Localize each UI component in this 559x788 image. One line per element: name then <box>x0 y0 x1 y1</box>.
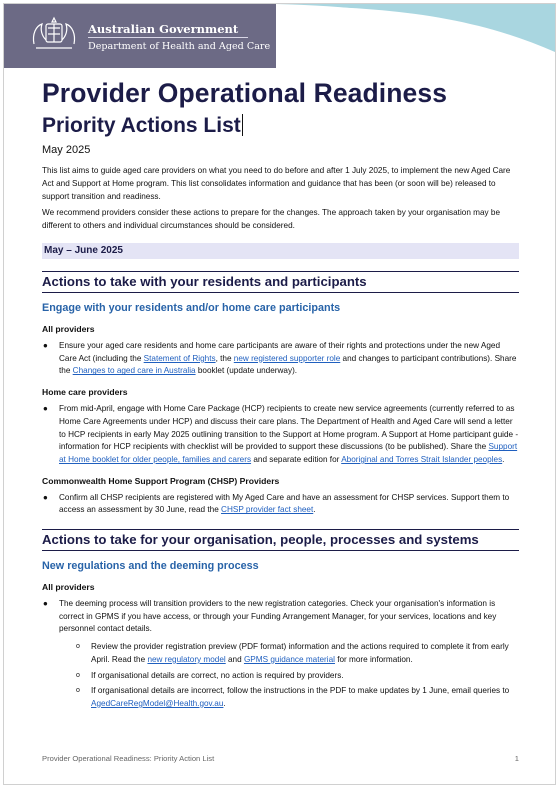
circle-bullet-icon: o <box>76 671 80 679</box>
list-home-care <box>42 403 519 467</box>
document-page <box>3 3 556 785</box>
subheading-regulations: New regulations and the deeming process <box>42 560 259 573</box>
list-item: ● The deeming process will transition providers to the new registration categories. Check your organisation's information is correct in GPMS if you have access, or through your Funding Arrangement Manager, for your services, locations and key personnel contact details. <box>43 599 497 634</box>
list-item: o If organisational details are incorrect, follow the instructions in the PDF to make updates by 1 June, email queries to AgedCareRegModel@Health.gov.au. <box>76 686 510 708</box>
list-deeming <box>42 598 519 636</box>
page-number: 1 <box>514 754 519 763</box>
section-heading-organisation: Actions to take for your organisation, people, processes and systems <box>42 529 519 551</box>
list-chsp <box>42 492 519 517</box>
list-item: ● From mid-April, engage with Home Care Package (HCP) recipients to create new service agreements (currently referred to as Home Care Agreements under HCP) and discuss their care plans. The Department of Health and Aged Care will send a letter to HCP recipients in early May 2025 outlining transition to the Support at Home program. A Support at Home participant guide - information for HCP recipients with checklist will be provided to support these discussions (to be published). Share the Support at Home booklet for older people, families and carers and separate edition for Aboriginal and Torres Strait Islander peoples. <box>43 404 519 464</box>
coat-of-arms-icon <box>28 14 80 54</box>
list-item: ● Confirm all CHSP recipients are registered with My Aged Care and have an assessment for CHSP services. Support them to access an assessment by 30 June, read the CHSP provider fact sheet. <box>43 492 510 515</box>
circle-bullet-icon: o <box>76 643 80 651</box>
bullet-icon: ● <box>43 340 48 350</box>
footer-title: Provider Operational Readiness: Priority Action List <box>42 754 215 763</box>
intro-paragraph-2: We recommend providers consider these actions to prepare for the changes. The approach taken by your organisation may be different to others and individual circumstances should be considered. <box>42 208 500 231</box>
link-support-at-home-booklet[interactable]: Support at Home booklet for older people, families and carers <box>59 442 518 464</box>
department-name: Department of Health and Aged Care <box>88 41 271 52</box>
text-cursor <box>242 114 243 136</box>
link-chsp-fact-sheet[interactable]: CHSP provider fact sheet <box>221 505 314 515</box>
label-chsp: Commonwealth Home Support Program (CHSP) Providers <box>42 475 280 486</box>
header-divider <box>88 37 248 38</box>
period-heading: May – June 2025 <box>42 243 519 259</box>
label-all-providers: All providers <box>42 323 95 334</box>
link-regulatory-model[interactable]: new regulatory model <box>147 654 226 664</box>
link-changes-to-aged-care[interactable]: Changes to aged care in Australia <box>72 366 196 376</box>
link-registered-supporter[interactable]: new registered supporter role <box>233 353 341 363</box>
main-content <box>42 76 519 714</box>
government-name: Australian Government <box>88 22 239 36</box>
page-subtitle[interactable]: Priority Actions List <box>42 114 241 137</box>
list-item: o If organisational details are correct, no action is required by providers. <box>76 670 519 683</box>
list-item: o Review the provider registration preview (PDF format) information and the actions required to complete it from early April. Read the new regulatory model and GPMS guidance material for more information. <box>76 642 509 664</box>
page-footer <box>42 754 519 763</box>
link-gpms-guidance[interactable]: GPMS guidance material <box>243 654 335 664</box>
bullet-icon: ● <box>43 404 48 414</box>
bullet-icon: ● <box>43 599 48 609</box>
page-title: Provider Operational Readiness <box>42 78 448 108</box>
list-all-providers <box>42 340 519 378</box>
intro-paragraph-1: This list aims to guide aged care providers on what you need to do before and after 1 July 2025, to implement the new Aged Care Act and Support at Home program. This list consolidates information and guidance that has been (or soon will be) released to support transition and readiness. <box>42 166 511 201</box>
bullet-icon: ● <box>43 492 48 502</box>
circle-bullet-icon: o <box>76 687 80 695</box>
document-date: May 2025 <box>42 144 91 156</box>
section-heading-residents: Actions to take with your residents and participants <box>42 271 519 293</box>
header-banner <box>4 4 555 68</box>
sublist-deeming <box>76 641 519 711</box>
subheading-engage: Engage with your residents and/or home care participants <box>42 301 341 314</box>
link-email-regmodel[interactable]: AgedCareRegModel@Health.gov.au <box>91 698 224 708</box>
label-all-providers-2: All providers <box>42 582 95 593</box>
banner-swoosh <box>4 4 555 68</box>
link-statement-of-rights[interactable]: Statement of Rights <box>143 353 216 363</box>
link-atsi-edition[interactable]: Aboriginal and Torres Strait Islander peoples <box>341 454 503 464</box>
list-item: ● Ensure your aged care residents and home care participants are aware of their rights and protections under the new Aged Care Act (including the Statement of Rights, the new registered supporter role and changes to participant contributions). Share the Changes to aged care in Australia booklet (update underway). <box>43 340 517 376</box>
label-home-care: Home care providers <box>42 387 128 398</box>
